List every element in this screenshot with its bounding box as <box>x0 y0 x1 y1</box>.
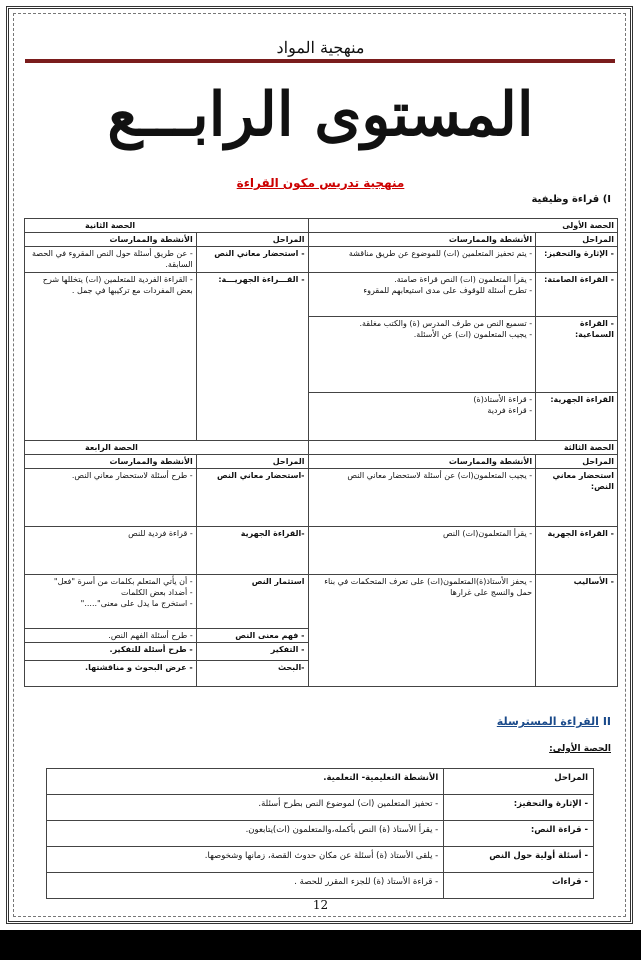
table-cell: - القراءة الجهرية <box>536 527 618 575</box>
table-cell: - يتم تحفيز المتعلمين (ات) للموضوع عن طريق مناقشة <box>308 247 536 273</box>
activity-line: - يجيب المتعلمون (ات) عن الأسئلة. <box>413 330 533 339</box>
col-header-activities: الأنشطة والممارسات <box>25 233 197 247</box>
table-cell: - فهم معنى النص <box>196 629 308 643</box>
first-session-label: الحصة الأولى: <box>549 744 611 754</box>
table-cell: - الأساليب <box>536 575 618 687</box>
table-cell: - القراءة الفردية للمتعلمين (ات) يتخللها شرح بعض المفردات مع تركيبها في جمل . <box>25 273 197 441</box>
table-cell <box>308 317 536 393</box>
header-title: منهجية المواد <box>276 38 365 57</box>
table-cell: - أسئلة أولية حول النص <box>444 847 594 873</box>
table-cell: - التفكير <box>196 643 308 661</box>
col-header-stages: المراحل <box>444 769 594 795</box>
session-4-header: الحصة الرابعة <box>25 441 309 455</box>
table-cell: - استحضار معاني النص <box>196 247 308 273</box>
col-header-stages: المراحل <box>196 455 308 469</box>
table-cell <box>308 273 536 317</box>
activity-line: - استخرج ما يدل على معنى"....." <box>80 599 193 608</box>
activity-line: - أضداد بعض الكلمات <box>120 588 193 597</box>
continuous-reading-table <box>46 768 594 899</box>
table-cell <box>25 575 197 629</box>
table-cell: استحضار معاني النص: <box>536 469 618 527</box>
section-subtitle: منهجية تدريس مكون القراءة <box>236 176 405 190</box>
table-cell: -استحضار معاني النص <box>196 469 308 527</box>
level-title: المستوى الرابـــع <box>107 80 534 150</box>
table-cell: - يلقى الأستاذ (ة) أسئلة عن مكان حدوث القصة، زمانها وشخوصها. <box>47 847 444 873</box>
table-cell: - الإثارة والتحفيز: <box>444 795 594 821</box>
bottom-black-bar <box>0 930 641 960</box>
session-1-header: الحصة الأولى <box>308 219 617 233</box>
page-number: 12 <box>312 898 329 912</box>
table-cell: استثمار النص <box>196 575 308 629</box>
table-cell: - القراءة الصامتة: <box>536 273 618 317</box>
col-header-activities: الأنشطة التعليمية- التعلمية. <box>47 769 444 795</box>
col-header-stages: المراحل <box>536 233 618 247</box>
col-header-stages: المراحل <box>196 233 308 247</box>
col-header-activities: الأنشطة والممارسات <box>308 233 536 247</box>
table-cell: - يحفز الأستاذ(ة)المتعلمون(ات) على تعرف المتحكمات في بناء حمل والنسج على غرارها <box>308 575 536 687</box>
functional-reading-table <box>24 218 618 687</box>
table-cell: - القـــراءة الجهريـــة: <box>196 273 308 441</box>
table-cell: - قراءة فردية للنص <box>25 527 197 575</box>
table-cell: - يجيب المتعلمون(ات) عن أسئلة لاستحضار معاني النص <box>308 469 536 527</box>
table-cell: - يقرأ المتعلمون(ات) النص <box>308 527 536 575</box>
col-header-activities: الأنشطة والممارسات <box>308 455 536 469</box>
activity-line: - قراءة فردية <box>487 406 533 415</box>
table-cell: - عرض البحوث و مناقشتها. <box>25 661 197 687</box>
table-cell: - تحفيز المتعلمين (ات) لموضوع النص بطرح أسئلة. <box>47 795 444 821</box>
table-cell: - يقرأ الأستاذ (ة) النص بأكمله،والمتعلمون (ات)يتابعون. <box>47 821 444 847</box>
activity-line: - تطرح أسئلة للوقوف على مدى استيعابهم للمقروء <box>363 286 533 295</box>
table-cell: - عن طريق أسئلة حول النص المقروء في الحصة السابقة. <box>25 247 197 273</box>
section-2-label: القراءة المسترسلة <box>496 715 599 728</box>
table-cell: - طرح أسئلة لاستحضار معاني النص. <box>25 469 197 527</box>
table-cell: -القراءة الجهرية <box>196 527 308 575</box>
col-header-stages: المراحل <box>536 455 618 469</box>
table-cell: -البحث <box>196 661 308 687</box>
activity-line: - يقرأ المتعلمون (ات) النص قراءة صامتة. <box>394 275 533 284</box>
table-cell: - قراءة الأستاذ (ة) للجزء المقرر للحصة . <box>47 873 444 899</box>
session-2-header: الحصة الثانية <box>25 219 309 233</box>
activity-line: - تسميع النص من طرف المدرس (ة) والكتب مغلقة. <box>359 319 533 328</box>
section-1-heading: I) قراءة وظيفية <box>531 194 611 205</box>
col-header-activities: الأنشطة والممارسات <box>25 455 197 469</box>
session-3-header: الحصة الثالثة <box>308 441 617 455</box>
header-rule <box>25 59 615 63</box>
section-2-heading <box>497 715 611 728</box>
section-2-number: II <box>602 715 611 728</box>
activity-line: - قراءة الأستاذ(ة) <box>473 395 533 404</box>
table-cell: - طرح أسئلة للتفكير. <box>25 643 197 661</box>
table-cell <box>308 393 536 441</box>
table-cell: - قراءات <box>444 873 594 899</box>
table-cell: - طرح أسئلة الفهم النص. <box>25 629 197 643</box>
activity-line: - أن يأتي المتعلم بكلمات من أسرة "فعل" <box>53 577 193 586</box>
table-cell: القراءة الجهرية: <box>536 393 618 441</box>
table-cell: - القراءة السماعية: <box>536 317 618 393</box>
table-cell: - قراءة النص: <box>444 821 594 847</box>
table-cell: - الإثارة والتحفيز: <box>536 247 618 273</box>
